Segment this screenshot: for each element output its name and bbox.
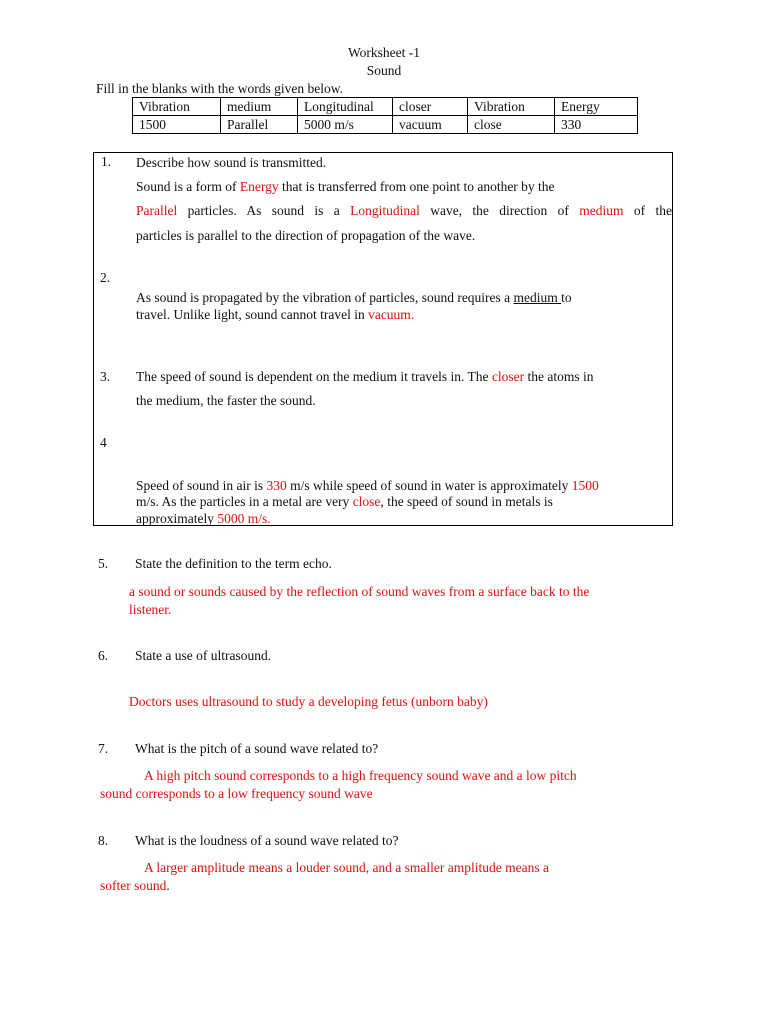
fill-word: medium (579, 203, 624, 218)
word-cell: medium (221, 98, 298, 116)
word-cell: Longitudinal (298, 98, 393, 116)
table-row (133, 116, 638, 134)
table-row (133, 98, 638, 116)
answer-text: Doctors uses ultrasound to study a developing fetus (unborn baby) (129, 694, 488, 709)
answer-text: sound corresponds to a low frequency sound wave (100, 786, 373, 801)
answer-text: softer sound. (100, 878, 170, 893)
word-cell: 1500 (133, 116, 221, 134)
answer-line: Speed of sound in air is 330 m/s while speed of sound in water is approximately 1500 (136, 478, 599, 493)
word-cell: 5000 m/s (298, 116, 393, 134)
answer-line: particles is parallel to the direction of propagation of the wave. (136, 228, 476, 243)
question-text: State a use of ultrasound. (135, 648, 272, 663)
answer-line: Parallel particles. As sound is a Longitudinal wave, the direction of medium of the (136, 203, 672, 218)
fill-word: vacuum. (368, 307, 415, 322)
question-text: What is the loudness of a sound wave related to? (135, 833, 399, 848)
answer-line: travel. Unlike light, sound cannot travel in vacuum. (136, 307, 415, 322)
question-number: 4 (100, 435, 107, 450)
question-number: 5. (98, 556, 109, 571)
fill-word: 1500 (571, 478, 599, 493)
fill-word: closer (491, 369, 525, 384)
word-cell: Parallel (221, 116, 298, 134)
question-number: 7. (98, 741, 109, 756)
question-number: 3. (100, 369, 111, 384)
fill-word: close (352, 494, 381, 509)
answer-text: a sound or sounds caused by the reflection of sound waves from a surface back to the (129, 584, 590, 599)
answer-line: the medium, the faster the sound. (136, 393, 316, 408)
fill-word: 5000 m/s. (217, 511, 271, 526)
fill-word: Energy (239, 179, 279, 194)
answer-text: A larger amplitude means a louder sound, and a smaller amplitude means a (144, 860, 550, 875)
word-cell: closer (393, 98, 468, 116)
word-cell: 330 (555, 116, 638, 134)
fill-word: medium (513, 290, 562, 305)
question-number: 8. (98, 833, 109, 848)
word-cell: vacuum (393, 116, 468, 134)
page-title: Worksheet -1 (347, 45, 420, 60)
answer-line: Sound is a form of Energy that is transferred from one point to another by the (136, 179, 555, 194)
question-number: 1. (101, 154, 112, 169)
answer-line: m/s. As the particles in a metal are very close, the speed of sound in metals is (136, 494, 553, 509)
question-text: State the definition to the term echo. (135, 556, 332, 571)
question-number: 2. (100, 270, 111, 285)
question-text: What is the pitch of a sound wave related to? (135, 741, 379, 756)
answer-text: A high pitch sound corresponds to a high frequency sound wave and a low pitch (144, 768, 577, 783)
fill-word: 330 (266, 478, 287, 493)
word-cell: Vibration (133, 98, 221, 116)
word-cell: close (468, 116, 555, 134)
fill-word: Parallel (136, 203, 178, 218)
question-text: Describe how sound is transmitted. (136, 155, 327, 170)
question-number: 6. (98, 648, 109, 663)
answer-line: The speed of sound is dependent on the medium it travels in. The closer the atoms in (136, 369, 594, 384)
answer-line: approximately 5000 m/s. (136, 511, 271, 526)
word-cell: Vibration (468, 98, 555, 116)
page-subtitle: Sound (366, 63, 402, 78)
instructions: Fill in the blanks with the words given below. (96, 81, 343, 96)
answer-line: As sound is propagated by the vibration of particles, sound requires a medium to (136, 290, 572, 305)
answer-text: listener. (129, 602, 172, 617)
word-cell: Energy (555, 98, 638, 116)
word-bank-table (132, 97, 638, 134)
fill-word: Longitudinal (350, 203, 420, 218)
